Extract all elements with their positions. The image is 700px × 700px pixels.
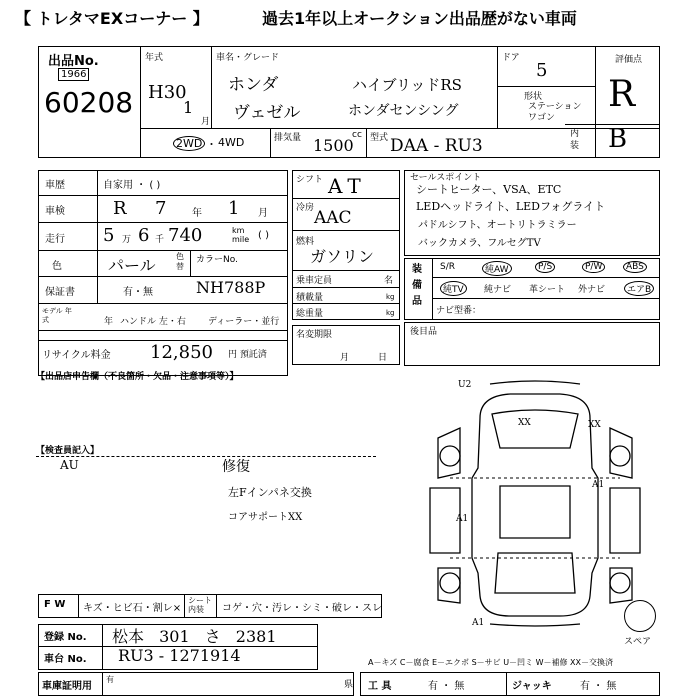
inspection-month-unit: 月 (258, 208, 268, 219)
model-row-handle: ハンドル 左・右 (120, 317, 186, 327)
inspection-era: R (113, 198, 127, 219)
capacity-unit: 名 (384, 276, 394, 286)
registration-label: 登録 No. (44, 632, 87, 643)
load-unit: kg (386, 293, 395, 301)
weight-label: 総重量 (296, 309, 324, 319)
model-row-year-unit: 年 (104, 317, 114, 327)
mileage-note: ( ) (258, 230, 269, 241)
car-grade-2: ホンダセンシング (348, 103, 459, 119)
fuel-label: 燃料 (296, 237, 315, 247)
drive-sep: ・ (206, 138, 217, 151)
registration-value: 松本 301 さ 2381 (112, 627, 277, 646)
tools-label: 工 具 (368, 681, 392, 692)
exhibitor-label: 【出品店申告欄（不良箇所・欠品・注意事項等）】 (36, 372, 239, 382)
inspection-year-unit: 年 (192, 208, 202, 219)
recycle-label: リサイクル料金 (42, 350, 111, 361)
equip-airbag: エアB (624, 281, 654, 296)
score-label: 評価点 (615, 55, 643, 65)
model-year-month: 1 (183, 98, 194, 117)
load-label: 積載量 (296, 293, 324, 303)
equip-ext-navi: 外ナビ (578, 285, 606, 295)
color-value: パール (108, 256, 156, 275)
jack-label: ジャッキ (512, 681, 552, 692)
displacement-label: 排気量 (274, 133, 302, 143)
model-row-label: モデル 年式 (42, 307, 72, 324)
interior-label: 内 装 (570, 129, 580, 151)
drive-2wd: 2WD (173, 136, 205, 151)
equip-navi: 純ナビ (484, 285, 512, 295)
inspector-note-a: AU (60, 458, 79, 472)
equipment-label: 装 備 品 (412, 264, 422, 307)
sales-line-2: LEDヘッドライト、LEDフォグライト (416, 200, 606, 213)
lot-label: 出品No. (48, 54, 99, 69)
certificate-has: 有 (106, 675, 114, 684)
doors-label: ドア (502, 53, 520, 63)
corner-title: 【 トレタマEXコーナー 】 (15, 9, 209, 28)
spare-label: スペア (624, 637, 652, 647)
type-value: DAA - RU3 (390, 136, 483, 156)
interior-value: B (608, 124, 628, 154)
model-year-label: 年式 (145, 53, 164, 63)
sales-points-label: セールスポイント (410, 173, 482, 183)
ac-value: AAC (314, 208, 352, 228)
fw-seat-label: シート 内装 (188, 596, 212, 614)
type-label: 型式 (370, 133, 389, 143)
name-change-day: 日 (378, 353, 388, 363)
model-year-month-unit: 月 (201, 117, 211, 127)
equip-ps: P/S (535, 261, 555, 273)
history-label: 車歴 (45, 180, 65, 191)
shape-value: ステーション ワゴン (528, 102, 582, 123)
sales-line-3: パドルシフト、オートリトラミラー (418, 220, 577, 231)
sales-line-1: シートヒーター、VSA、ETC (416, 183, 562, 196)
chassis-label: 車台 No. (44, 654, 87, 665)
color-code: NH788P (196, 278, 266, 297)
score-value: R (608, 74, 636, 115)
mileage-unit: km mile (232, 226, 250, 244)
mark-a1-bottom: A1 (472, 618, 485, 628)
car-grade-1: ハイブリッドRS (352, 76, 462, 94)
displacement-unit: cc (352, 130, 362, 140)
doors-value: 5 (536, 60, 548, 81)
inspector-note-b: 修復 (222, 459, 250, 475)
name-change-month: 月 (340, 353, 350, 363)
header-bar (0, 0, 700, 33)
equip-navi-model: ナビ型番： (436, 306, 482, 316)
warranty-value: 有・無 (123, 287, 153, 298)
certificate-label: 車庫証明用 (42, 681, 92, 692)
color-label-2: 色替 (176, 252, 184, 271)
fw-text: キズ・ヒビ石・割レ× (83, 603, 182, 614)
ac-label: 冷房 (296, 203, 315, 213)
drive-4wd: 4WD (218, 136, 245, 149)
color-label: 色 (52, 261, 62, 272)
capacity-label: 乗車定員 (296, 276, 333, 286)
recycle-value: 12,850 (150, 342, 213, 363)
name-change-label: 名変期限 (296, 330, 333, 340)
fw-label: F W (44, 599, 66, 610)
car-model: ヴェゼル (233, 103, 301, 123)
lot-number: 60208 (44, 86, 134, 119)
displacement-value: 1500 (313, 136, 354, 155)
model-row-dealer: ディーラー・並行 (208, 317, 280, 327)
history-value: 自家用 ・ ( ) (103, 180, 161, 191)
notice-title: 過去1年以上オークション出品歴がない車両 (262, 9, 577, 28)
car-make: ホンダ (228, 75, 279, 95)
tools-value: 有 ・ 無 (428, 681, 465, 692)
inspector-note-c: 左Fインパネ交換 (228, 486, 312, 499)
rear-seat-label: 後目品 (410, 327, 438, 337)
equip-seat: 革シート (529, 285, 566, 295)
jack-value: 有 ・ 無 (580, 681, 617, 692)
mileage-man-unit: 万 (122, 235, 132, 245)
car-name-label: 車名・グレード (216, 53, 280, 63)
mileage-man: 5 (103, 225, 115, 246)
inspection-label: 車検 (45, 206, 65, 217)
shift-label: シフト (296, 175, 324, 185)
fw-seat-text: コゲ・穴・汚レ・シミ・破レ・スレ (222, 603, 382, 614)
sales-line-4: バックカメラ、フルセグTV (418, 238, 541, 249)
chassis-value: RU3 - 1271914 (118, 646, 241, 665)
equip-sr: S/R (440, 262, 455, 272)
color-code-label: カラーNo. (196, 255, 238, 265)
mileage-label: 走行 (45, 234, 65, 245)
fuel-value: ガソリン (310, 247, 375, 266)
damage-legend: A－キズ C－腐食 E－エクボ S－サビ U－凹ミ W－補修 XX－交換済 (368, 658, 614, 667)
rear-seat-box (404, 322, 660, 366)
equip-aw: 純AW (482, 261, 512, 276)
equip-pw: P/W (582, 261, 605, 273)
mark-a1-left: A1 (456, 514, 469, 524)
inspector-note-d: コアサポートXX (228, 512, 303, 523)
warranty-label: 保証書 (45, 287, 75, 298)
mark-xx-2: XX (588, 420, 601, 430)
inspection-month: 1 (228, 198, 240, 219)
recycle-unit: 円 預託済 (228, 350, 267, 360)
lot-sub: 1966 (58, 68, 89, 81)
equip-abs: ABS (623, 261, 647, 273)
mark-xx-1: XX (518, 418, 531, 428)
weight-unit: kg (386, 309, 395, 317)
car-damage-diagram (420, 378, 650, 628)
shift-value: AT (328, 174, 367, 198)
model-year-era: H30 (148, 82, 187, 103)
inspector-label: 【検査員記入】 (36, 446, 100, 456)
mark-top: U2 (458, 380, 472, 390)
mileage-sen: 6 (138, 225, 150, 246)
mileage-rest: 740 (168, 225, 203, 246)
inspection-year: 7 (155, 198, 167, 219)
mileage-sen-unit: 千 (155, 235, 165, 245)
mark-a1-right: A1 (592, 480, 605, 490)
equip-tv: 純TV (440, 281, 467, 296)
certificate-ken: 県 (344, 680, 354, 690)
spare-tire-icon (624, 600, 656, 632)
shape-label: 形状 (524, 92, 543, 102)
